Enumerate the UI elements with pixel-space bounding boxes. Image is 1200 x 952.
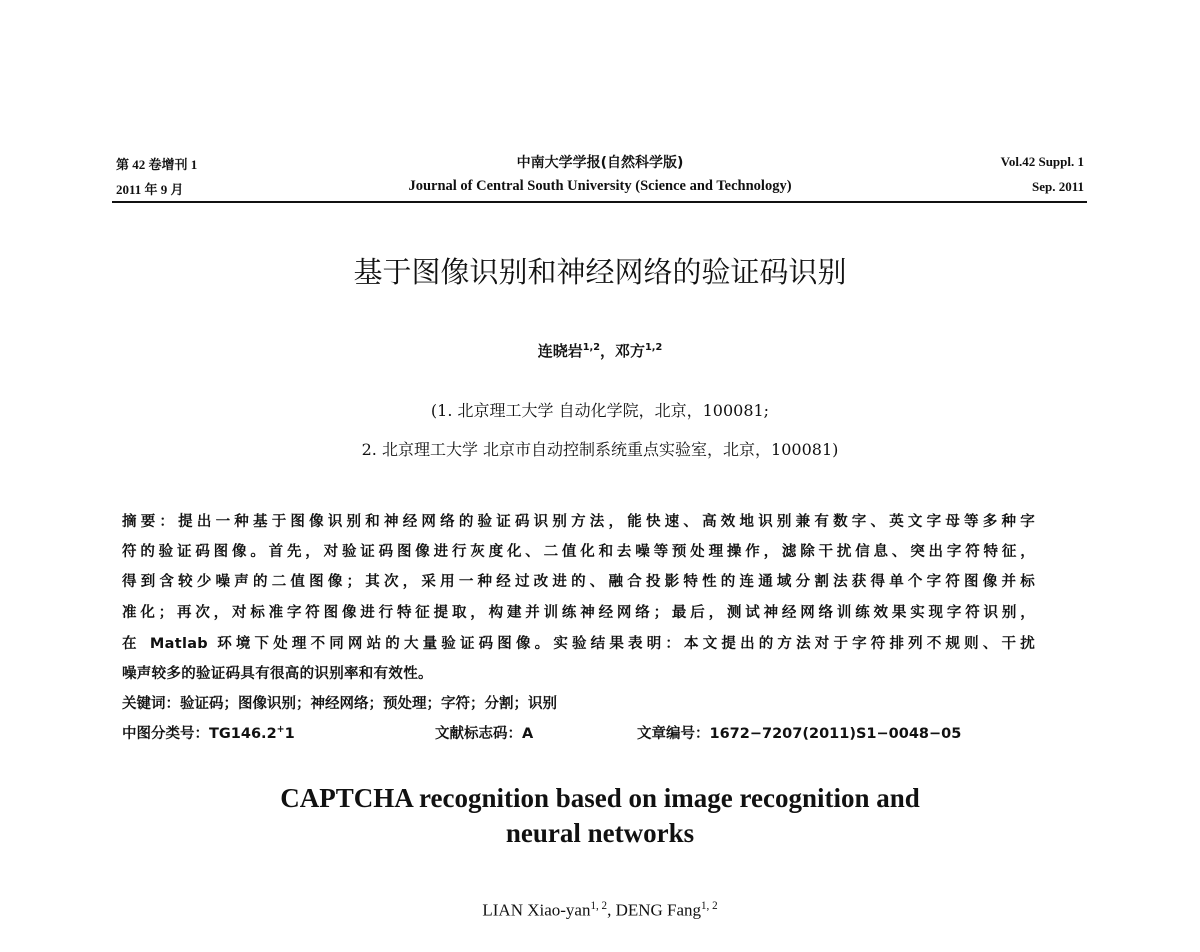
abstract-line: 符的验证码图像。首先，对验证码图像进行灰度化、二值化和去噪等预处理操作，滤除干扰信息、突出字符特征， [122, 544, 1035, 560]
author-separator: , [607, 900, 616, 920]
abstract-line: 准化；再次，对标准字符图像进行特征提取，构建并训练神经网络；最后，测试神经网络训练效果实现字符识别， [122, 605, 1035, 621]
authors-en [0, 900, 1200, 921]
article-number [637, 722, 961, 743]
author-affil: 1,2 [645, 342, 663, 353]
keywords-label: 关键词： [122, 696, 180, 712]
author-name: LIAN Xiao-yan [482, 900, 591, 920]
document-code [435, 722, 533, 743]
title-en-line: neural networks [505, 818, 695, 848]
title-en-line: CAPTCHA recognition based on image recognition and [280, 783, 920, 813]
journal-name-en: Journal of Central South University (Science and Technology) [408, 178, 792, 194]
article-no-value: 1672−7207(2011)S1−0048−05 [709, 726, 962, 742]
clc-value: TG146.2 [209, 726, 277, 742]
author-name: 邓方 [615, 342, 646, 360]
author-separator: ， [599, 342, 615, 360]
author-affil: 1,2 [582, 342, 600, 353]
header-rule [112, 201, 1087, 203]
doc-code-value: A [522, 726, 534, 742]
affiliation-2: 2. 北京理工大学 北京市自动控制系统重点实验室，北京，100081) [361, 440, 839, 459]
volume-en: Vol.42 Suppl. 1 [1000, 154, 1084, 169]
clc-tail: 1 [284, 726, 295, 742]
abstract-line: 噪声较多的验证码具有很高的识别率和有效性。 [122, 666, 433, 682]
doc-code-label: 文献标志码： [435, 726, 522, 742]
article-no-label: 文章编号： [637, 726, 710, 742]
publication-date-cn: 2011 年 9 月 [116, 182, 184, 197]
keywords-value: 验证码；图像识别；神经网络；预处理；字符；分割；识别 [180, 696, 557, 712]
clc-number [122, 722, 295, 743]
abstract-line [122, 510, 1035, 531]
clc-label: 中图分类号： [122, 726, 209, 742]
author-name: DENG Fang [615, 900, 702, 920]
author-name: 连晓岩 [537, 342, 583, 360]
title-cn: 基于图像识别和神经网络的验证码识别 [353, 255, 847, 289]
journal-name-cn: 中南大学学报(自然科学版) [516, 155, 684, 171]
volume-issue: 第 42 卷增刊 1 [116, 157, 198, 172]
publication-date-en: Sep. 2011 [1031, 179, 1084, 194]
affiliation-1: (1. 北京理工大学 自动化学院，北京，100081; [430, 401, 770, 420]
abstract-line: 得到含较少噪声的二值图像；其次，采用一种经过改进的、融合投影特性的连通域分割法获得单个字符图像并标 [122, 574, 1035, 590]
author-affil: 1, 2 [590, 900, 608, 912]
authors-cn [0, 340, 1200, 361]
author-affil: 1, 2 [701, 900, 718, 912]
abstract-label: 摘要： [122, 514, 179, 530]
abstract-line: 在 Matlab 环境下处理不同网站的大量验证码图像。实验结果表明：本文提出的方法对于字符排列不规则、干扰 [122, 636, 1035, 652]
keywords [122, 692, 557, 713]
abstract-text: 提出一种基于图像识别和神经网络的验证码识别方法，能快速、高效地识别兼有数字、英文字母等多种字 [178, 514, 1035, 530]
clc-sup: + [276, 724, 285, 736]
